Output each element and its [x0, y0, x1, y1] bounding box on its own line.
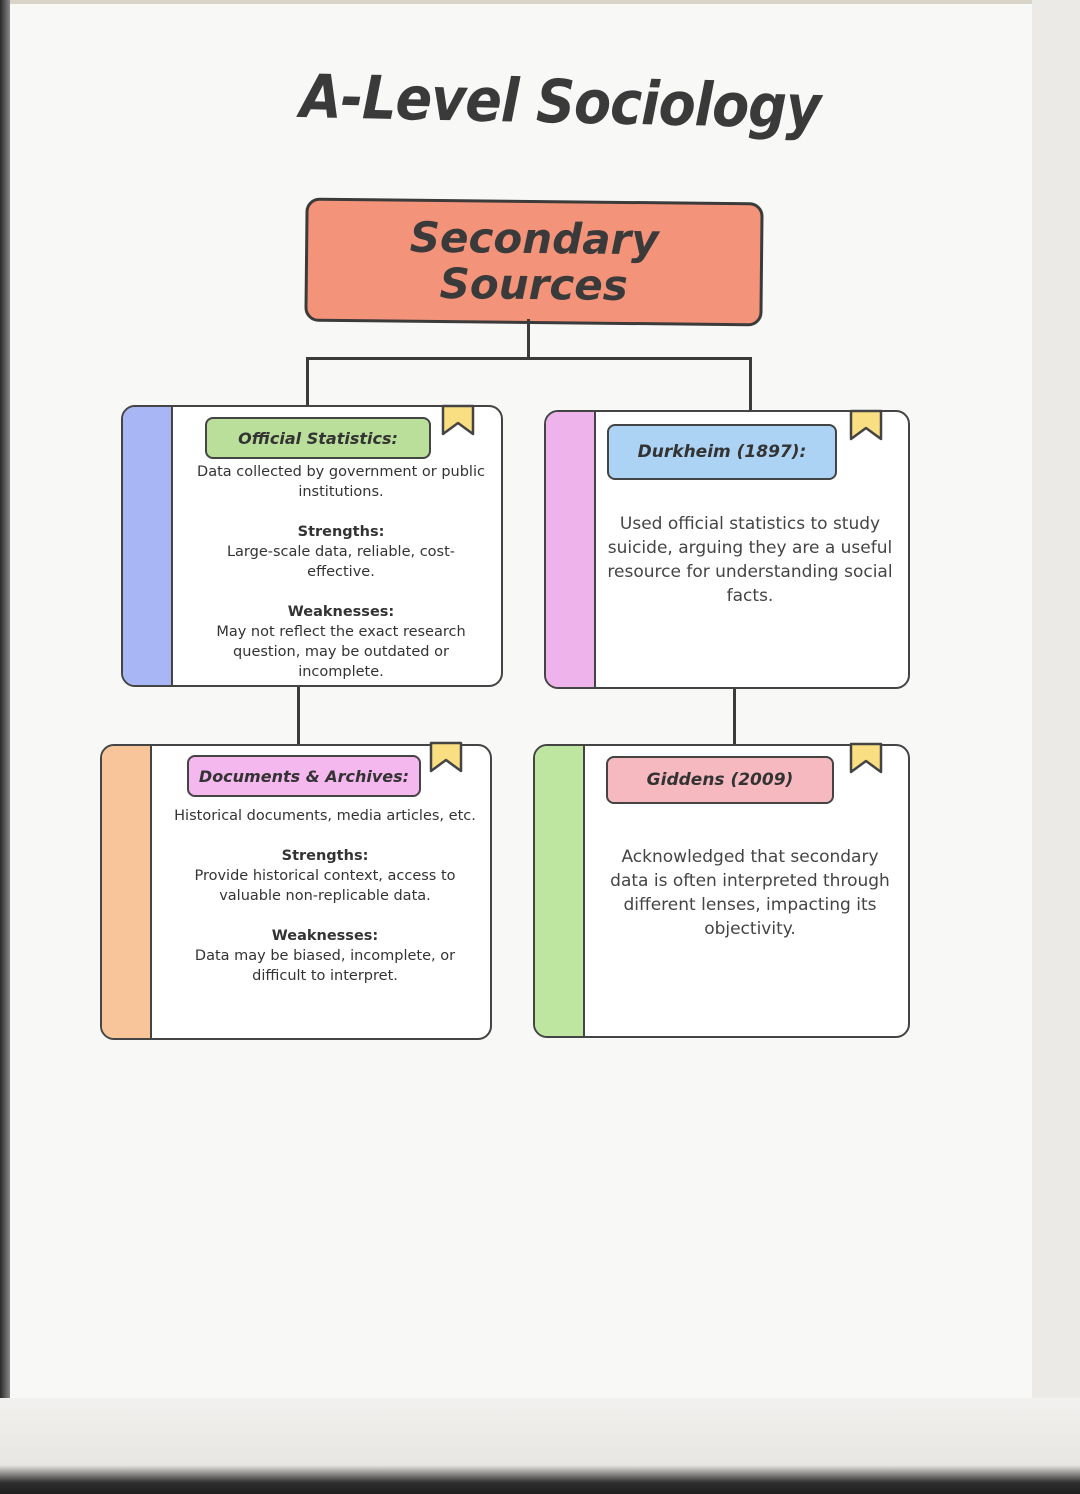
card-stripe — [123, 407, 173, 685]
label-official-statistics: Official Statistics: — [205, 417, 431, 459]
card-stripe — [102, 746, 152, 1038]
documents-archives-weaknesses: Data may be biased, incomplete, or difficult to interpret. — [194, 948, 456, 984]
official-statistics-strengths: Large-scale data, reliable, cost-effective. — [226, 544, 456, 580]
connector-right-drop — [749, 357, 752, 414]
label-giddens: Giddens (2009) — [606, 756, 834, 804]
bookmark-icon — [848, 741, 884, 775]
durkheim-description: Used official statistics to study suicide, arguing they are a useful resource for understanding social facts. — [607, 514, 893, 606]
documents-archives-text — [170, 806, 480, 986]
official-statistics-text — [185, 462, 497, 682]
official-statistics-weaknesses: May not reflect the exact research question, may be outdated or incomplete. — [216, 624, 466, 680]
root-node-secondary-sources — [304, 198, 763, 327]
giddens-description: Acknowledged that secondary data is often interpreted through different lenses, impacting its objectivity. — [610, 847, 890, 939]
bookmark-icon — [848, 408, 884, 442]
root-line-2: Sources — [439, 259, 629, 310]
documents-archives-strengths-heading: Strengths: — [281, 848, 369, 864]
bookmark-icon — [440, 403, 476, 437]
photo-bottom-edge — [0, 1398, 1080, 1494]
photo-left-edge — [0, 0, 10, 1494]
connector-root-stem — [527, 319, 530, 360]
official-statistics-weaknesses-heading: Weaknesses: — [287, 604, 395, 620]
card-stripe — [546, 412, 596, 687]
label-documents-archives: Documents & Archives: — [187, 755, 421, 797]
official-statistics-strengths-heading: Strengths: — [297, 524, 385, 540]
root-line-1: Secondary — [409, 212, 659, 265]
connector-left-vertical — [297, 686, 300, 746]
label-durkheim: Durkheim (1897): — [607, 424, 837, 480]
bookmark-icon — [428, 740, 464, 774]
connector-left-drop — [306, 357, 309, 410]
documents-archives-description: Historical documents, media articles, etc. — [174, 808, 476, 824]
documents-archives-weaknesses-heading: Weaknesses: — [271, 928, 379, 944]
connector-right-vertical — [733, 686, 736, 746]
page-title: A-Level Sociology — [299, 62, 821, 143]
card-stripe — [535, 746, 585, 1036]
connector-horizontal — [306, 357, 752, 360]
documents-archives-strengths: Provide historical context, access to valuable non-replicable data. — [194, 868, 456, 904]
official-statistics-description: Data collected by government or public institutions. — [197, 464, 485, 500]
